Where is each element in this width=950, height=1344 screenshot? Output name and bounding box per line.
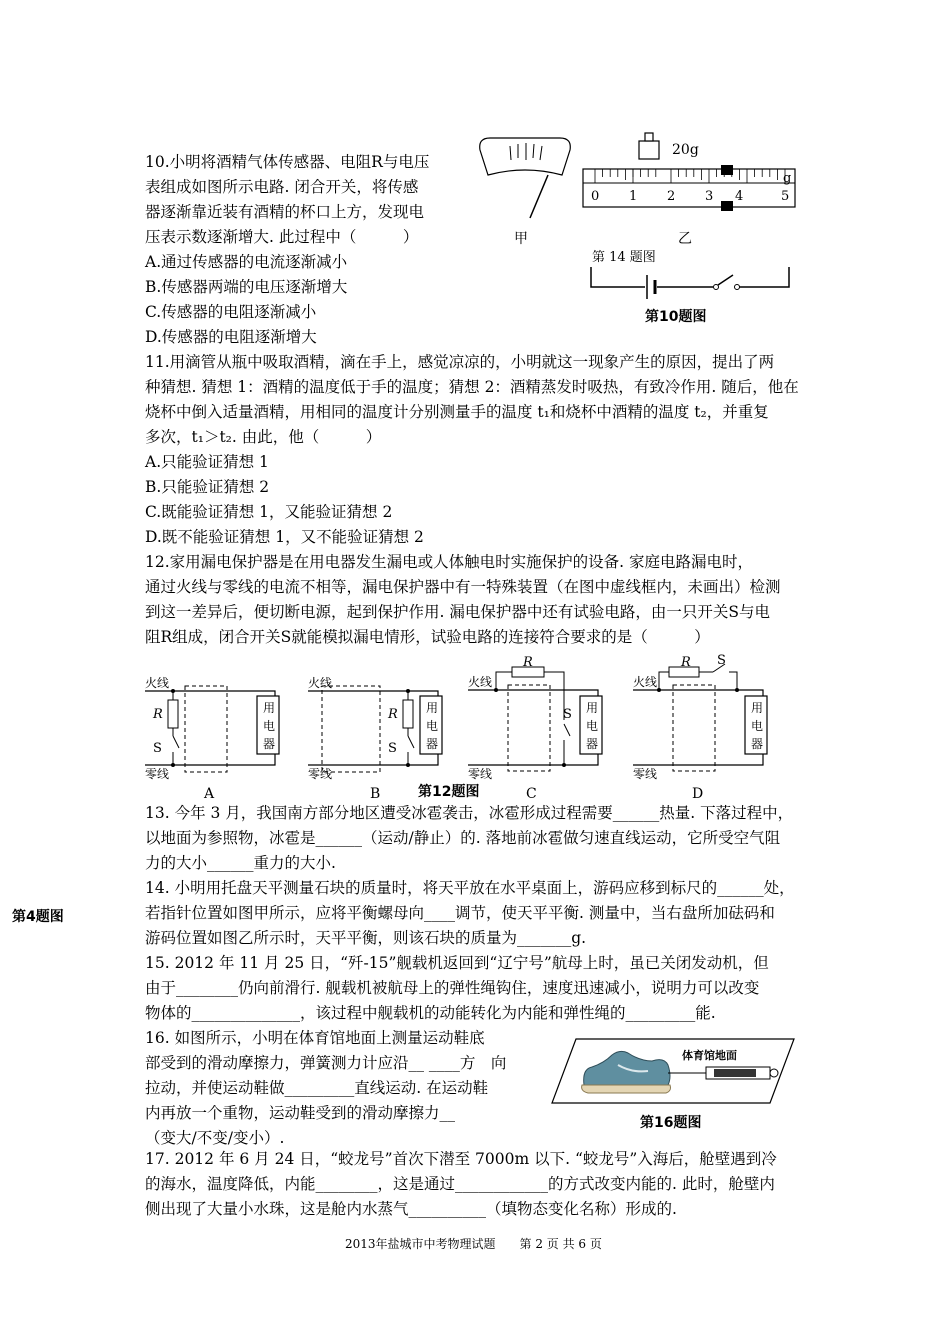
q10-figure-caption: 第10题图 bbox=[645, 309, 707, 325]
q16-figure-caption: 第16题图 bbox=[640, 1115, 702, 1131]
q15-line-3: 物体的______________，该过程中舰载机的动能转化为内能和弹性绳的_________能. bbox=[145, 1004, 716, 1022]
balance-pointer-figure bbox=[470, 130, 580, 240]
q13-line-3: 力的大小______重力的大小. bbox=[145, 854, 336, 872]
a-s-label: S bbox=[153, 741, 162, 756]
q14-line-2: 若指针位置如图甲所示，应将平衡螺母向____调节，使天平平衡. 测量中，当右盘所加砝码和 bbox=[145, 904, 775, 922]
d-appliance-1: 用 bbox=[751, 701, 764, 715]
q13-line-2: 以地面为参照物，冰雹是______（运动/静止）的. 落地前冰雹做匀速直线运动，它所受空气阻 bbox=[145, 829, 781, 847]
page-footer: 2013年盐城市中考物理试题 第 2 页 共 6 页 bbox=[345, 1237, 602, 1251]
circuit-option-d bbox=[633, 653, 778, 788]
a-r-label: R bbox=[153, 707, 163, 722]
q11-line-2: 种猜想. 猜想 1：酒精的温度低于手的温度；猜想 2：酒精蒸发时吸热，有致冷作用. 随后，他在 bbox=[145, 378, 799, 396]
b-fire-label: 火线 bbox=[308, 676, 333, 690]
c-appliance-3: 器 bbox=[586, 737, 599, 751]
fig-yi-label: 乙 bbox=[678, 231, 692, 247]
battery-switch-circuit bbox=[585, 265, 795, 305]
fig14-caption: 第 14 题图 bbox=[592, 250, 656, 265]
a-appliance-3: 器 bbox=[263, 737, 276, 751]
q10-option-b: B.传感器两端的电压逐渐增大 bbox=[145, 278, 348, 296]
c-r-label: R bbox=[523, 655, 533, 670]
b-r-label: R bbox=[388, 707, 398, 722]
q16-line-5: （变大/不变/变小）. bbox=[145, 1129, 285, 1147]
q10-line-3: 器逐渐靠近装有酒精的杯口上方，发现电 bbox=[145, 203, 425, 221]
q11-line-3: 烧杯中倒入适量酒精，用相同的温度计分别测量手的温度 t₁和烧杯中酒精的温度 t₂，并重复 bbox=[145, 403, 769, 421]
d-fire-label: 火线 bbox=[633, 675, 658, 689]
q11-option-a: A.只能验证猜想 1 bbox=[145, 453, 269, 471]
q16-line-3: 拉动，并使运动鞋做_________直线运动. 在运动鞋 bbox=[145, 1079, 489, 1097]
d-s-label: S bbox=[717, 653, 726, 668]
q10-option-d: D.传感器的电阻逐渐增大 bbox=[145, 328, 317, 346]
scale-num-0: 0 bbox=[591, 189, 600, 204]
q11-line-1: 11.用滴管从瓶中吸取酒精，滴在手上，感觉凉凉的，小明就这一现象产生的原因，提出了两 bbox=[145, 353, 775, 371]
circuit-option-a bbox=[145, 668, 290, 788]
a-fire-label: 火线 bbox=[145, 676, 170, 690]
d-appliance-3: 器 bbox=[751, 737, 764, 751]
c-appliance-2: 电 bbox=[586, 719, 599, 733]
q12-figure-caption: 第12题图 bbox=[418, 784, 480, 800]
a-zero-label: 零线 bbox=[145, 767, 170, 781]
q11-option-d: D.既不能验证猜想 1，又不能验证猜想 2 bbox=[145, 528, 424, 546]
side-caption: 第4题图 bbox=[12, 909, 64, 925]
q11-line-4: 多次，t₁＞t₂. 由此，他（ ） bbox=[145, 428, 382, 446]
q11-option-b: B.只能验证猜想 2 bbox=[145, 478, 270, 496]
d-zero-label: 零线 bbox=[633, 767, 658, 781]
scale-unit: g bbox=[783, 171, 792, 186]
q10-line-4: 压表示数逐渐增大. 此过程中（ ） bbox=[145, 228, 419, 246]
fig-jia-label: 甲 bbox=[514, 231, 528, 247]
q12-line-4: 阻R组成，闭合开关S就能模拟漏电情形，试验电路的连接符合要求的是（ ） bbox=[145, 628, 710, 646]
scale-num-1: 1 bbox=[629, 189, 638, 204]
option-c-label: C bbox=[526, 786, 537, 802]
q10-line-1: 10.小明将酒精气体传感器、电阻R与电压 bbox=[145, 153, 430, 171]
q17-line-1: 17. 2012 年 6 月 24 日，“蛟龙号”首次下潜至 7000m 以下. “蛟龙号”入海后，舱壁遇到冷 bbox=[145, 1150, 777, 1168]
q10-line-2: 表组成如图所示电路. 闭合开关，将传感 bbox=[145, 178, 419, 196]
q14-line-3: 游码位置如图乙所示时，天平平衡，则该石块的质量为_______g. bbox=[145, 929, 587, 947]
circuit-option-c bbox=[468, 655, 613, 788]
circuit-option-b bbox=[308, 668, 453, 788]
scale-num-3: 3 bbox=[705, 189, 714, 204]
q16-line-1: 16. 如图所示，小明在体育馆地面上测量运动鞋底 bbox=[145, 1029, 485, 1047]
balance-scale-figure bbox=[575, 125, 805, 220]
q10-option-a: A.通过传感器的电流逐渐减小 bbox=[145, 253, 348, 271]
q16-line-4: 内再放一个重物，运动鞋受到的滑动摩擦力__ bbox=[145, 1104, 456, 1122]
q15-line-2: 由于________仍向前滑行. 舰载机被航母上的弹性绳钩住，速度迅速减小，说明力可以改变 bbox=[145, 979, 760, 997]
option-d-label: D bbox=[692, 786, 704, 802]
weight-label: 20g bbox=[672, 142, 699, 158]
scale-num-2: 2 bbox=[667, 189, 676, 204]
q11-option-c: C.既能验证猜想 1，又能验证猜想 2 bbox=[145, 503, 393, 521]
q10-option-c: C.传感器的电阻逐渐减小 bbox=[145, 303, 317, 321]
c-appliance-1: 用 bbox=[586, 701, 599, 715]
d-r-label: R bbox=[681, 655, 691, 670]
b-appliance-2: 电 bbox=[426, 719, 439, 733]
a-appliance-2: 电 bbox=[263, 719, 276, 733]
shoe-friction-figure bbox=[548, 1035, 798, 1107]
scale-num-4: 4 bbox=[735, 189, 744, 204]
q13-line-1: 13. 今年 3 月，我国南方部分地区遭受冰雹袭击，冰雹形成过程需要______热量. 下落过程中， bbox=[145, 804, 794, 822]
option-a-label: A bbox=[204, 786, 215, 802]
floor-label: 体育馆地面 bbox=[682, 1049, 737, 1062]
option-b-label: B bbox=[370, 786, 381, 802]
b-s-label: S bbox=[388, 741, 397, 756]
q12-line-2: 通过火线与零线的电流不相等，漏电保护器中有一特殊装置（在图中虚线框内，未画出）检测 bbox=[145, 578, 781, 596]
q12-line-3: 到这一差异后，便切断电源，起到保护作用. 漏电保护器中还有试验电路，由一只开关S与电 bbox=[145, 603, 770, 621]
c-fire-label: 火线 bbox=[468, 675, 493, 689]
c-zero-label: 零线 bbox=[468, 767, 493, 781]
q12-line-1: 12.家用漏电保护器是在用电器发生漏电或人体触电时实施保护的设备. 家庭电路漏电时， bbox=[145, 553, 754, 571]
q15-line-1: 15. 2012 年 11 月 25 日，“歼-15”舰载机返回到“辽宁号”航母上时，虽已关闭发动机，但 bbox=[145, 954, 769, 972]
q14-line-1: 14. 小明用托盘天平测量石块的质量时，将天平放在水平桌面上，游码应移到标尺的______处， bbox=[145, 879, 795, 897]
a-appliance-1: 用 bbox=[263, 701, 276, 715]
b-zero-label: 零线 bbox=[308, 767, 333, 781]
d-appliance-2: 电 bbox=[751, 719, 764, 733]
q17-line-3: 侧出现了大量小水珠，这是舱内水蒸气__________（填物态变化名称）形成的. bbox=[145, 1200, 677, 1218]
q17-line-2: 的海水，温度降低，内能________，这是通过____________的方式改变内能的. 此时，舱壁内 bbox=[145, 1175, 775, 1193]
q16-line-2: 部受到的滑动摩擦力，弹簧测力计应沿__ ____方 向 bbox=[145, 1054, 507, 1072]
scale-num-5: 5 bbox=[781, 189, 790, 204]
c-s-label: S bbox=[563, 707, 572, 722]
b-appliance-1: 用 bbox=[426, 701, 439, 715]
b-appliance-3: 器 bbox=[426, 737, 439, 751]
